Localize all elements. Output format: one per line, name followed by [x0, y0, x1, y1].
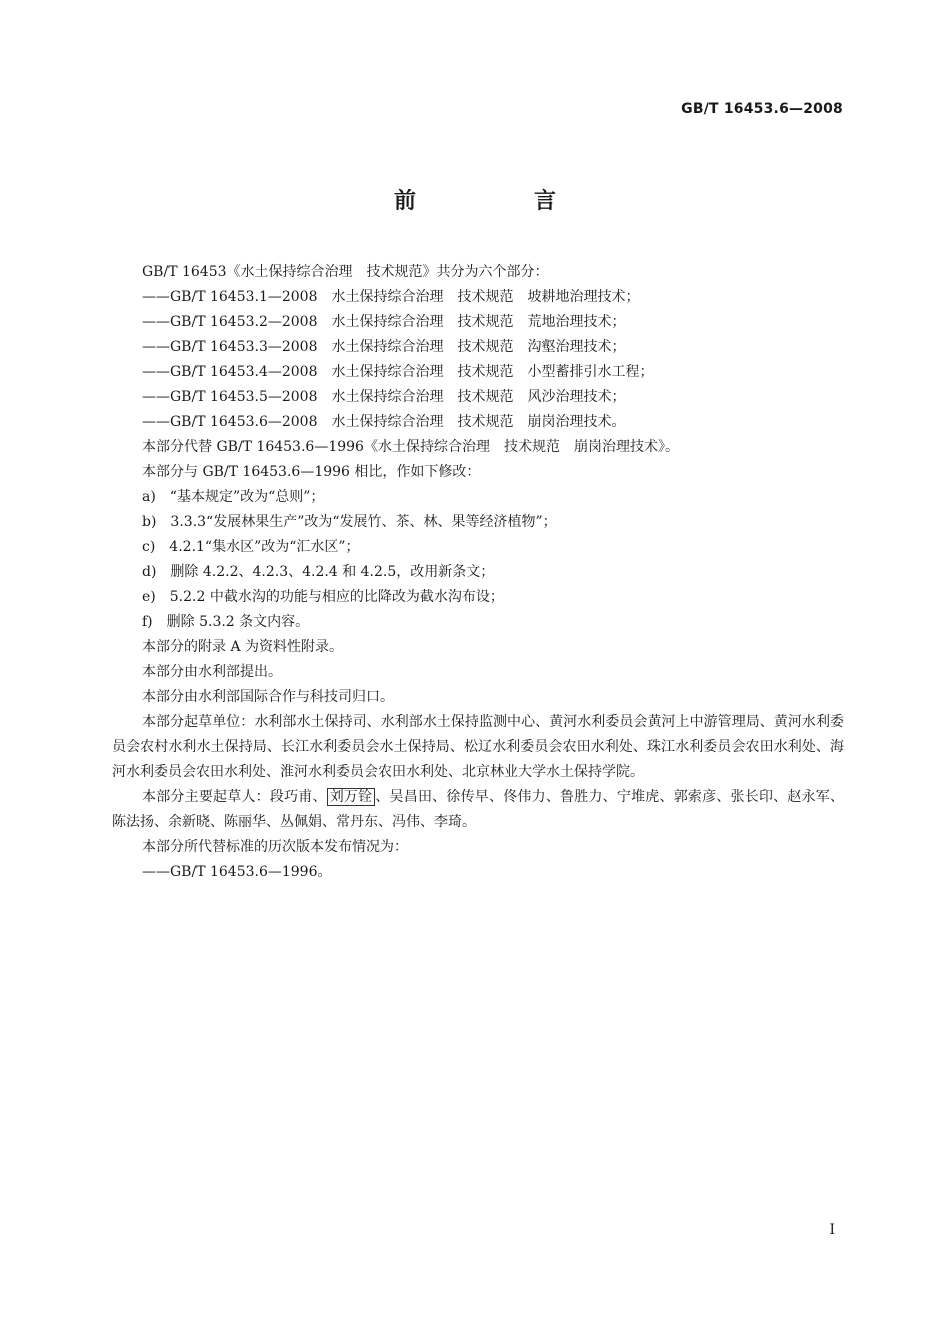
history-item: ——GB/T 16453.6—1996。: [142, 864, 332, 880]
change-item: d) 删除 4.2.2、4.2.3、4.2.4 和 4.2.5，改用新条文；: [142, 564, 495, 580]
intro-line: GB/T 16453《水土保持综合治理 技术规范》共分为六个部分：: [142, 264, 549, 280]
part-item: ——GB/T 16453.3—2008 水土保持综合治理 技术规范 沟壑治理技术；: [142, 339, 626, 355]
part-item: ——GB/T 16453.5—2008 水土保持综合治理 技术规范 风沙治理技术；: [142, 389, 626, 405]
change-item: e) 5.2.2 中截水沟的功能与相应的比降改为截水沟布设；: [142, 589, 504, 605]
compare-line: 本部分与 GB/T 16453.6—1996 相比，作如下修改：: [142, 464, 481, 480]
change-item: b) 3.3.3“发展林果生产”改为“发展竹、茶、林、果等经济植物”；: [142, 514, 557, 530]
standard-code: GB/T 16453.6—2008: [681, 101, 843, 117]
drafters-rest: 、吴昌田、徐传早、佟伟力、鲁胜力、宁堆虎、郭索彦、张长印、赵永军、陈法扬、余新晓、陈丽华、丛佩娟、常丹东、冯伟、李琦。: [112, 789, 845, 830]
managed-line: 本部分由水利部国际合作与科技司归口。: [142, 689, 394, 705]
foreword-body: [112, 260, 844, 885]
change-item: a) “基本规定”改为“总则”；: [142, 489, 325, 505]
drafters-prefix: 本部分主要起草人：段巧甫、: [142, 789, 327, 805]
proposed-line: 本部分由水利部提出。: [142, 664, 282, 680]
page-number: I: [829, 1222, 835, 1238]
annex-line: 本部分的附录 A 为资料性附录。: [142, 639, 344, 655]
part-item: ——GB/T 16453.1—2008 水土保持综合治理 技术规范 坡耕地治理技术；: [142, 289, 640, 305]
page-title: 前 言: [393, 189, 604, 214]
part-item: ——GB/T 16453.4—2008 水土保持综合治理 技术规范 小型蓄排引水工程；: [142, 364, 654, 380]
part-item: ——GB/T 16453.2—2008 水土保持综合治理 技术规范 荒地治理技术；: [142, 314, 626, 330]
replaces-line: 本部分代替 GB/T 16453.6—1996《水土保持综合治理 技术规范 崩岗治理技术》。: [142, 439, 679, 455]
history-line: 本部分所代替标准的历次版本发布情况为：: [142, 839, 408, 855]
boxed-drafter-name: 刘万铨: [327, 788, 376, 806]
change-item: c) 4.2.1“集水区”改为“汇水区”；: [142, 539, 360, 555]
part-item: ——GB/T 16453.6—2008 水土保持综合治理 技术规范 崩岗治理技术。: [142, 414, 626, 430]
drafting-units-paragraph: 本部分起草单位：水利部水土保持司、水利部水土保持监测中心、黄河水利委员会黄河上中游管理局、黄河水利委员会农村水利水土保持局、长江水利委员会水土保持局、松辽水利委员会农田水利处、珠江水利委员会农田水利处、海河水利委员会农田水利处、淮河水利委员会农田水利处、北京林业大学水土保持学院。: [112, 714, 844, 780]
drafters-paragraph: [112, 785, 844, 835]
change-item: f) 删除 5.3.2 条文内容。: [142, 614, 310, 630]
